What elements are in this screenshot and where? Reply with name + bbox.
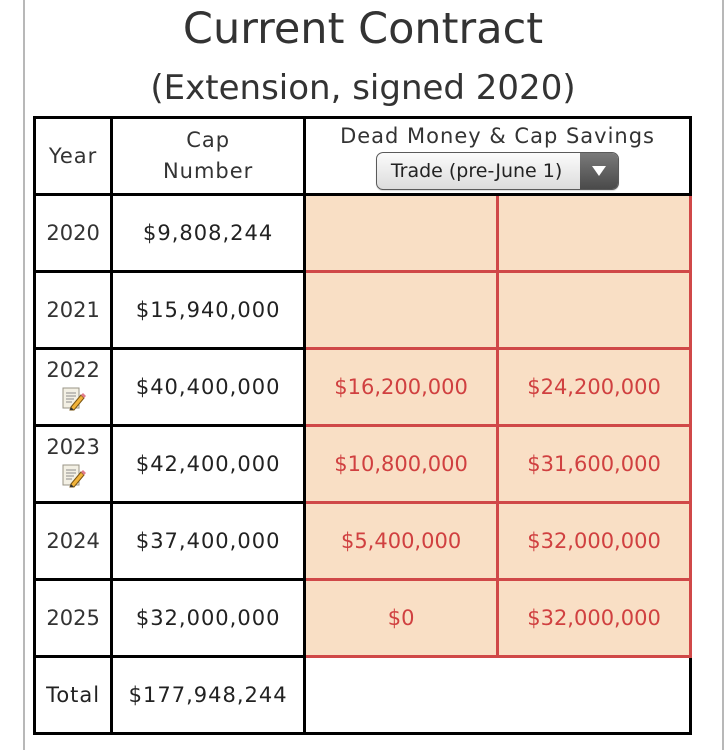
total-row — [35, 657, 691, 734]
table-row — [35, 426, 691, 503]
notepad-pencil-icon[interactable] — [60, 385, 86, 417]
cap-savings-cell[interactable]: $24,200,000 — [498, 349, 691, 426]
total-cap-number: $177,948,244 — [112, 657, 305, 734]
table-header-row — [35, 118, 691, 195]
cap-number-cell: $40,400,000 — [112, 349, 305, 426]
cap-savings-cell[interactable]: $32,000,000 — [498, 580, 691, 657]
year-label: 2023 — [46, 435, 100, 459]
cap-savings-cell[interactable]: $31,600,000 — [498, 426, 691, 503]
cap-number-cell: $32,000,000 — [112, 580, 305, 657]
total-empty-cell — [305, 657, 691, 734]
cap-savings-cell[interactable] — [498, 195, 691, 272]
dead-money-cell[interactable] — [305, 272, 498, 349]
chevron-down-icon[interactable] — [580, 153, 618, 189]
table-row — [35, 349, 691, 426]
dead-money-cell[interactable]: $0 — [305, 580, 498, 657]
year-label: 2022 — [46, 358, 100, 382]
total-label: Total — [35, 657, 112, 734]
dead-money-column-header — [305, 118, 691, 195]
right-frame-border — [722, 0, 726, 750]
year-cell — [35, 426, 112, 503]
year-cell: 2021 — [35, 272, 112, 349]
cap-number-cell: $42,400,000 — [112, 426, 305, 503]
table-row — [35, 580, 691, 657]
cap-number-column-header — [112, 118, 305, 195]
dead-money-cell[interactable]: $5,400,000 — [305, 503, 498, 580]
table-row — [35, 503, 691, 580]
scenario-dropdown-value: Trade (pre-June 1) — [390, 160, 563, 182]
dead-money-cell[interactable] — [305, 195, 498, 272]
year-cell — [35, 349, 112, 426]
cap-number-cell: $15,940,000 — [112, 272, 305, 349]
cap-number-cell: $37,400,000 — [112, 503, 305, 580]
year-cell: 2025 — [35, 580, 112, 657]
dead-money-cell[interactable]: $16,200,000 — [305, 349, 498, 426]
year-cell: 2024 — [35, 503, 112, 580]
cap-savings-cell[interactable] — [498, 272, 691, 349]
page-title: Current Contract — [182, 4, 544, 54]
cap-savings-cell[interactable]: $32,000,000 — [498, 503, 691, 580]
cap-number-cell: $9,808,244 — [112, 195, 305, 272]
cap-number-header-label: Cap Number — [162, 128, 254, 183]
year-column-header: Year — [35, 118, 112, 195]
table-row — [35, 272, 691, 349]
contract-table — [33, 116, 692, 735]
notepad-pencil-icon[interactable] — [60, 462, 86, 494]
scenario-dropdown[interactable] — [376, 152, 619, 190]
year-cell: 2020 — [35, 195, 112, 272]
page-subtitle: (Extension, signed 2020) — [150, 68, 576, 108]
table-row — [35, 195, 691, 272]
dead-money-header-label: Dead Money & Cap Savings — [340, 124, 655, 148]
dead-money-cell[interactable]: $10,800,000 — [305, 426, 498, 503]
left-frame-border — [0, 0, 25, 750]
